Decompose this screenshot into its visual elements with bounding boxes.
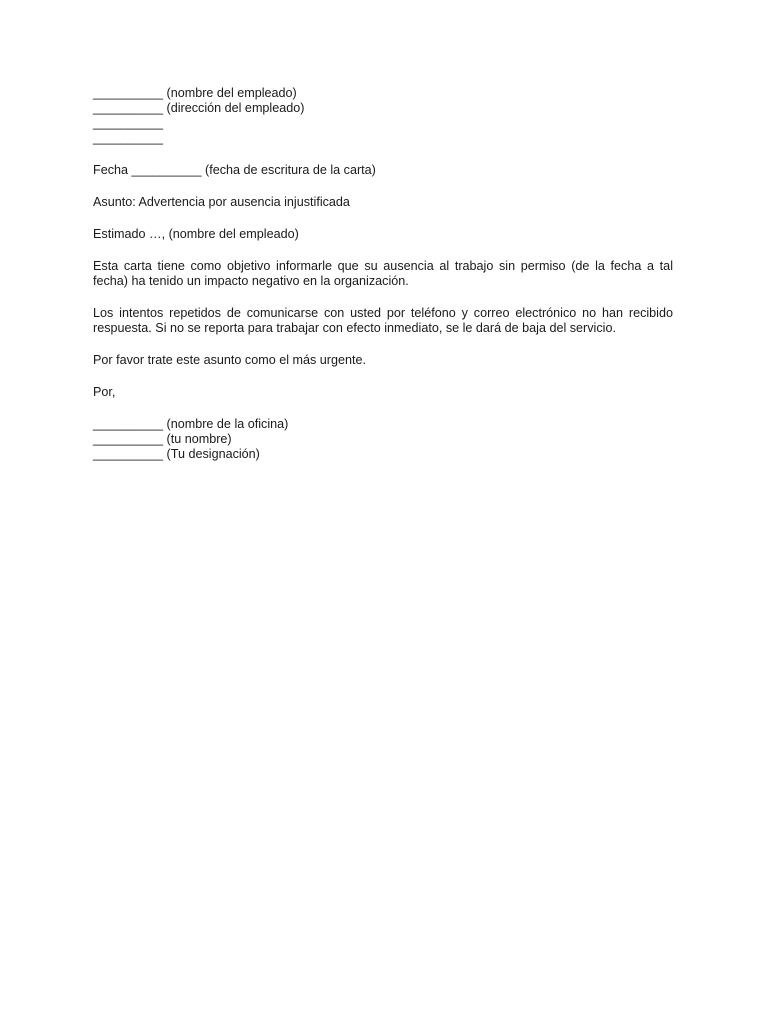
signature-designation-line: __________ (Tu designación) [93,447,260,461]
recipient-address-line: __________ (dirección del empleado) [93,101,305,115]
recipient-block [93,86,673,146]
recipient-blank-line-2: __________ [93,131,164,145]
body-paragraph-1: Esta carta tiene como objetivo informarle que su ausencia al trabajo sin permiso (de la fecha a tal fecha) ha tenido un impacto negativo en la organización. [93,259,673,288]
signature-office-line: __________ (nombre de la oficina) [93,417,289,431]
recipient-name-line: __________ (nombre del empleado) [93,86,297,100]
body-paragraph-2: Los intentos repetidos de comunicarse con usted por teléfono y correo electrónico no han recibido respuesta. Si no se reporta para trabajar con efecto inmediato, se le dará de baja del servicio. [93,306,673,335]
recipient-blank-line-1: __________ [93,116,164,130]
body-paragraph-3: Por favor trate este asunto como el más urgente. [93,353,367,367]
date-line: Fecha __________ (fecha de escritura de la carta) [93,163,376,177]
signature-name-line: __________ (tu nombre) [93,432,232,446]
letter-document [93,86,673,462]
signature-block [93,417,673,462]
subject-line: Asunto: Advertencia por ausencia injustificada [93,195,350,209]
closing: Por, [93,385,116,399]
salutation: Estimado …, (nombre del empleado) [93,227,299,241]
